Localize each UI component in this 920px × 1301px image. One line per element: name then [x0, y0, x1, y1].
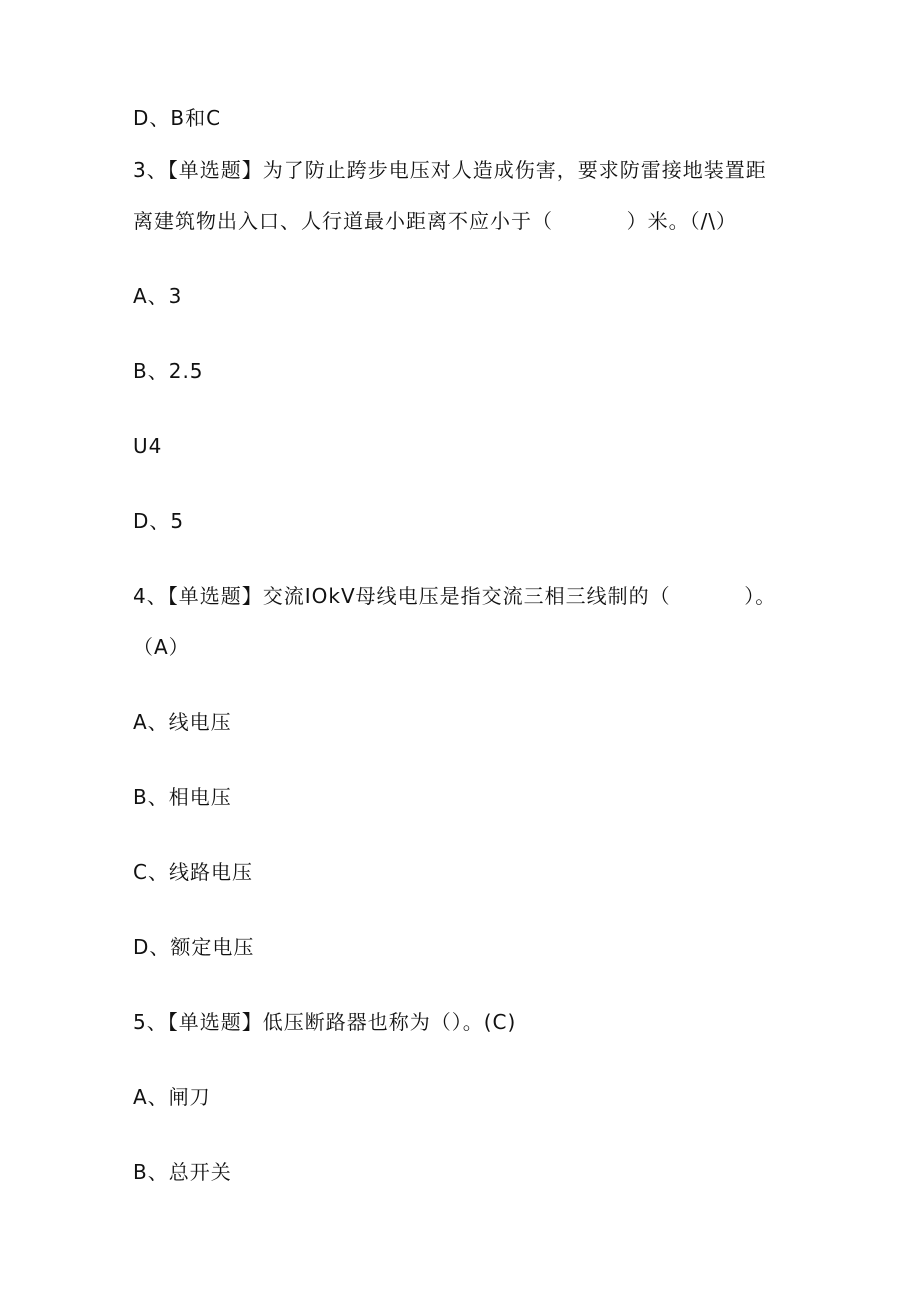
q4-stem-line-1: 4、【单选题】交流IOkV母线电压是指交流三相三线制的（ ）。: [133, 584, 777, 608]
q3-option-d: D、5: [133, 509, 185, 533]
q4-option-c: C、线路电压: [133, 860, 253, 884]
q4-option-b: B、相电压: [133, 785, 232, 809]
q4-option-d: D、额定电压: [133, 935, 255, 959]
q3-option-a: A、3: [133, 284, 183, 308]
q3-option-b: B、2.5: [133, 359, 204, 383]
q3-option-c: U4: [133, 434, 163, 458]
q5-stem: 5、【单选题】低压断路器也称为（）。(C): [133, 1010, 517, 1034]
q3-stem-line-1: 3、【单选题】为了防止跨步电压对人造成伤害，要求防雷接地装置距: [133, 158, 767, 182]
q4-option-a: A、线电压: [133, 710, 232, 734]
q5-option-b: B、总开关: [133, 1160, 232, 1184]
q4-answer: （A）: [133, 635, 190, 659]
q5-option-a: A、闸刀: [133, 1085, 211, 1109]
q3-stem-line-2: 离建筑物出入口、人行道最小距离不应小于（ ）米。（/\）: [133, 209, 738, 233]
q2-option-d: D、B和C: [133, 106, 222, 130]
